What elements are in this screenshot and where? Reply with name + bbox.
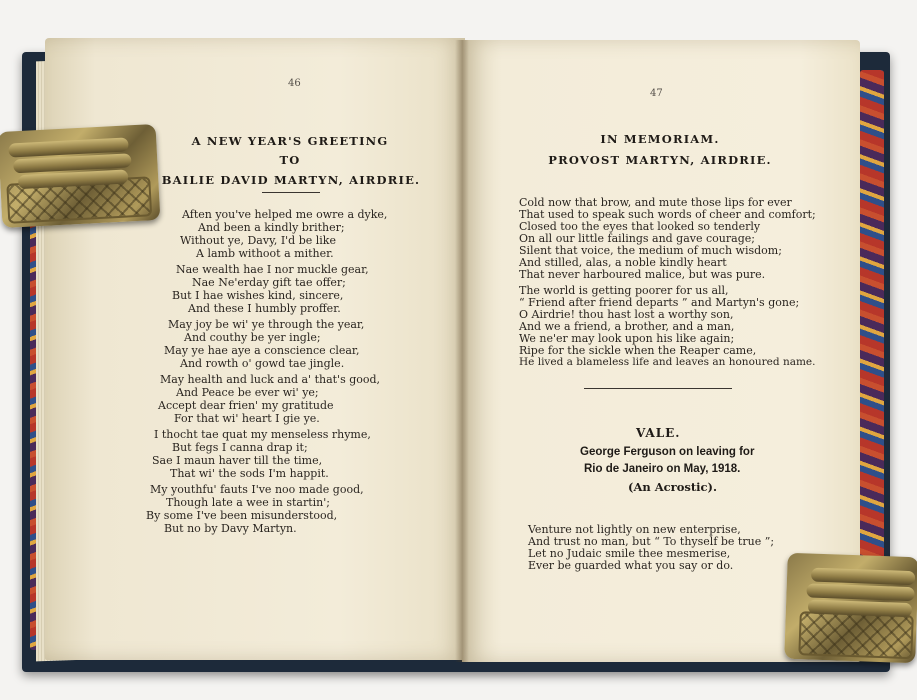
poem-line: O Airdrie! thou hast lost a worthy son, bbox=[519, 308, 734, 321]
poem-line: And couthy be yer ingle; bbox=[184, 331, 321, 344]
left-title-rule bbox=[262, 192, 320, 193]
brass-hand-page-holder-right bbox=[784, 553, 917, 664]
poem-line: Nae Ne'erday gift tae offer; bbox=[192, 276, 346, 289]
poem-line: “ Friend after friend departs ” and Martyn's gone; bbox=[519, 296, 800, 309]
poem-line: Let no Judaic smile thee mesmerise, bbox=[528, 547, 731, 560]
left-title-line3: BAILIE DAVID MARTYN, AIRDRIE. bbox=[161, 173, 421, 187]
poem-line: May ye hae aye a conscience clear, bbox=[164, 344, 360, 357]
poem-line: Though late a wee in startin'; bbox=[166, 496, 330, 509]
poem-line: Accept dear frien' my gratitude bbox=[158, 399, 334, 412]
poem-line: We ne'er may look upon his like again; bbox=[519, 332, 735, 345]
vale-subtitle-line1: George Ferguson on leaving for bbox=[580, 446, 755, 458]
poem-line: But I hae wishes kind, sincere, bbox=[172, 289, 344, 302]
poem-line: Ever be guarded what you say or do. bbox=[528, 559, 734, 572]
poem-line: And Peace be ever wi' ye; bbox=[176, 386, 319, 399]
poem-line: Closed too the eyes that looked so tenderly bbox=[519, 220, 761, 233]
poem-line: Aften you've helped me owre a dyke, bbox=[182, 208, 388, 221]
vale-title: VALE. bbox=[636, 426, 681, 440]
left-title-line1: A NEW YEAR'S GREETING bbox=[191, 134, 389, 148]
poem-line: But fegs I canna drap it; bbox=[172, 441, 308, 454]
poem-line: But no by Davy Martyn. bbox=[164, 522, 297, 535]
poem-line: A lamb withoot a mither. bbox=[196, 247, 334, 260]
poem-line: On all our little failings and gave courage; bbox=[519, 232, 755, 245]
poem-line: Without ye, Davy, I'd be like bbox=[180, 234, 336, 247]
left-title-line2: TO bbox=[279, 153, 301, 167]
right-title-line2: PROVOST MARTYN, AIRDRIE. bbox=[548, 153, 772, 167]
poem-line: Venture not lightly on new enterprise, bbox=[528, 523, 741, 536]
book-gutter bbox=[455, 40, 469, 662]
poem-line: For that wi' heart I gie ye. bbox=[174, 412, 320, 425]
poem-line: And rowth o' gowd tae jingle. bbox=[180, 357, 345, 370]
poem-line: Cold now that brow, and mute those lips for ever bbox=[519, 196, 792, 209]
poem-line: That wi' the sods I'm happit. bbox=[170, 467, 329, 480]
vale-subtitle-line2: Rio de Janeiro on May, 1918. bbox=[584, 463, 741, 475]
poem-line: Ripe for the sickle when the Reaper came, bbox=[519, 344, 757, 357]
vale-subtitle-line3: (An Acrostic). bbox=[628, 480, 717, 494]
poem-line: And trust no man, but “ To thyself be true ”; bbox=[528, 535, 775, 548]
poem-line: And we a friend, a brother, and a man, bbox=[519, 320, 735, 333]
poem-line: By some I've been misunderstood, bbox=[146, 509, 338, 522]
poem-line: That never harboured malice, but was pure. bbox=[519, 268, 766, 281]
poem-line: May health and luck and a' that's good, bbox=[160, 373, 381, 386]
poem-line: I thocht tae quat my menseless rhyme, bbox=[154, 428, 371, 441]
section-rule bbox=[584, 388, 732, 389]
poem-line: Silent that voice, the medium of much wisdom; bbox=[519, 244, 782, 257]
brass-plate bbox=[798, 611, 913, 659]
poem-line: That used to speak such words of cheer and comfort; bbox=[519, 208, 816, 221]
page-number-right: 47 bbox=[650, 88, 663, 99]
poem-line: The world is getting poorer for us all, bbox=[519, 284, 729, 297]
poem-line: And these I humbly proffer. bbox=[188, 302, 341, 315]
poem-line: He lived a blameless life and leaves an honoured name. bbox=[519, 356, 816, 368]
poem-line: Nae wealth hae I nor muckle gear, bbox=[176, 263, 369, 276]
poem-line: And been a kindly brither; bbox=[198, 221, 345, 234]
poem-line: May joy be wi' ye through the year, bbox=[168, 318, 365, 331]
poem-line: My youthfu' fauts I've noo made good, bbox=[150, 483, 364, 496]
page-number-left: 46 bbox=[288, 78, 301, 89]
right-title-line1: IN MEMORIAM. bbox=[600, 132, 720, 146]
poem-line: Sae I maun haver till the time, bbox=[152, 454, 323, 467]
brass-hand-page-holder-left bbox=[0, 124, 160, 228]
poem-line: And stilled, alas, a noble kindly heart bbox=[519, 256, 727, 269]
